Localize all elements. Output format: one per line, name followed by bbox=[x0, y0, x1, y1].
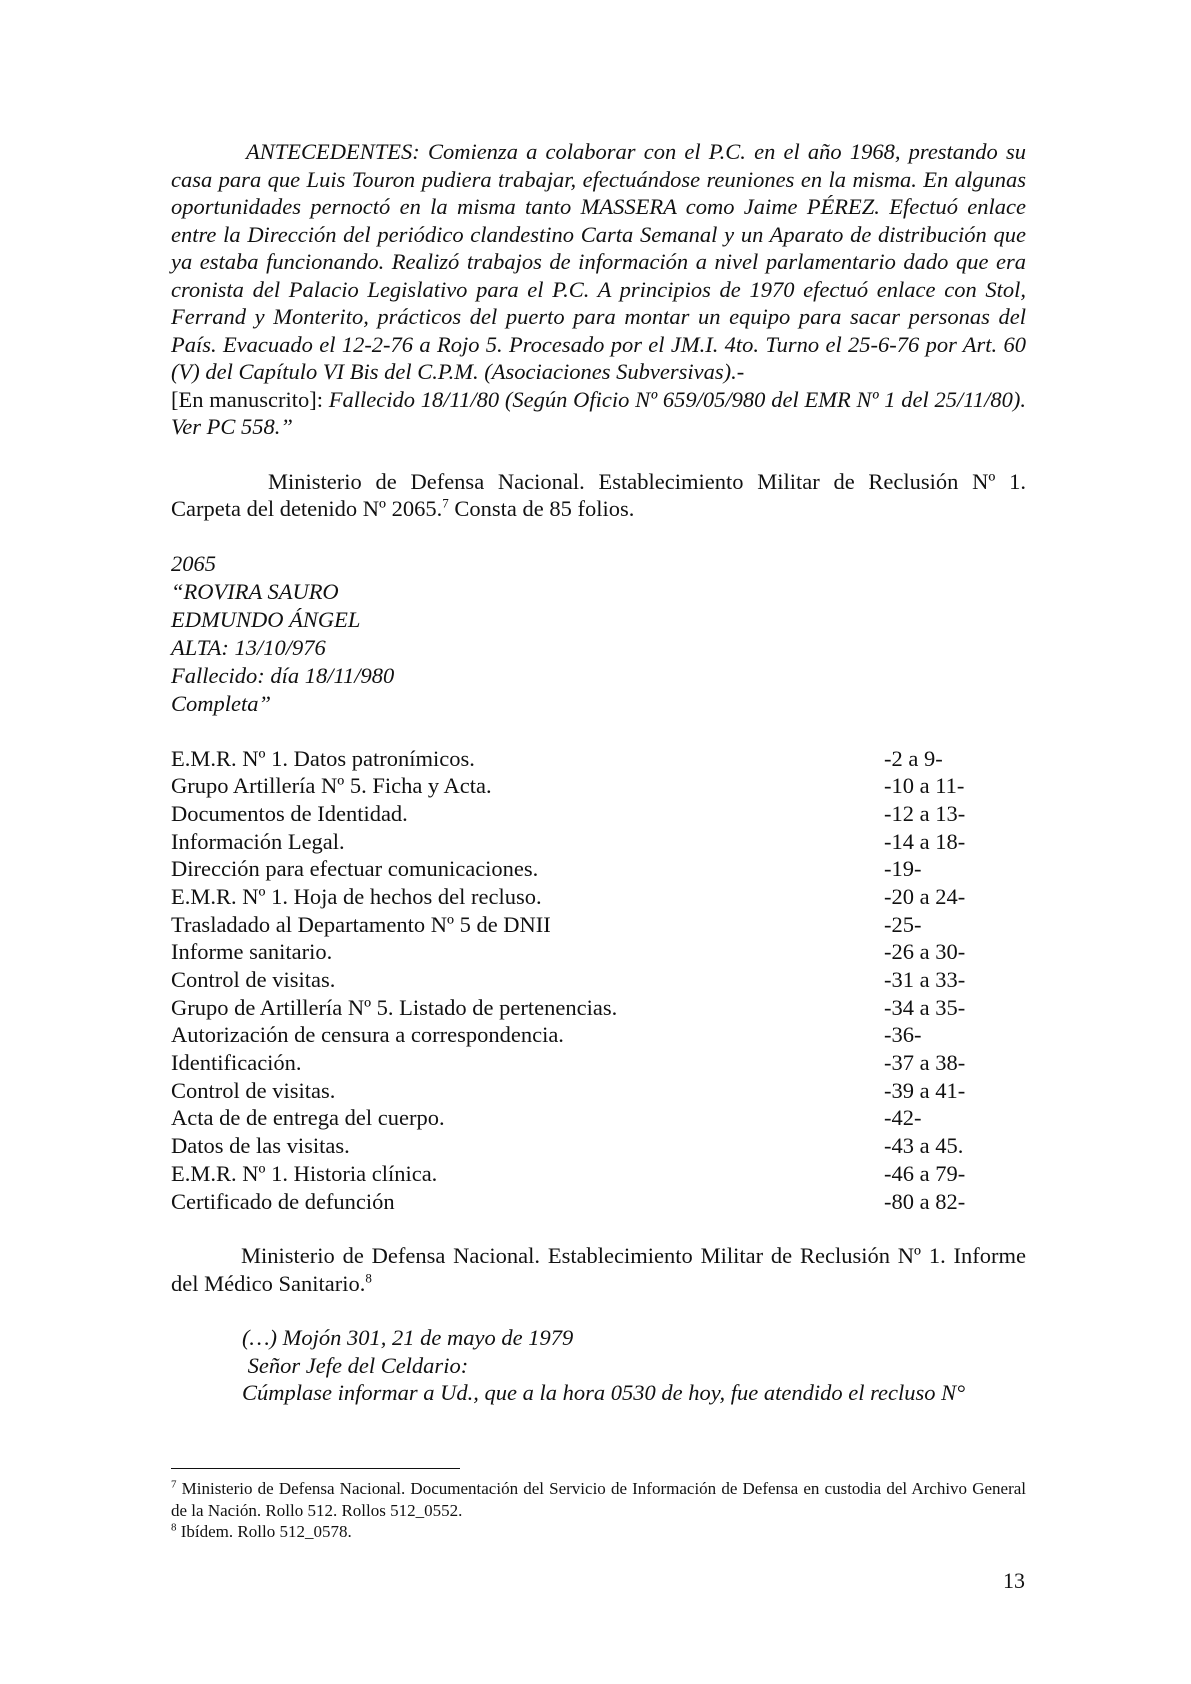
footnote-text: Ibídem. Rollo 512_0578. bbox=[176, 1522, 352, 1541]
page-number: 13 bbox=[1003, 1568, 1025, 1593]
contents-label: Grupo Artillería Nº 5. Ficha y Acta. bbox=[171, 773, 492, 799]
contents-range: -80 a 82- bbox=[884, 1188, 966, 1214]
footnote-separator bbox=[171, 1468, 460, 1469]
list-item bbox=[171, 1049, 1026, 1077]
list-item bbox=[171, 966, 1026, 994]
card-line: EDMUNDO ÁNGEL bbox=[171, 606, 361, 632]
list-item bbox=[171, 1132, 1026, 1160]
page-body bbox=[171, 138, 1026, 1407]
contents-label: Datos de las visitas. bbox=[171, 1133, 350, 1159]
contents-range: -34 a 35- bbox=[884, 994, 966, 1020]
contents-range: -2 a 9- bbox=[884, 745, 943, 771]
footnote-ref-7: 7 bbox=[442, 495, 449, 511]
contents-label: E.M.R. Nº 1. Historia clínica. bbox=[171, 1160, 438, 1186]
quote-line: (…) Mojón 301, 21 de mayo de 1979 bbox=[242, 1325, 574, 1351]
quoted-report bbox=[171, 1324, 1026, 1407]
contents-label: Información Legal. bbox=[171, 828, 345, 854]
list-item bbox=[171, 828, 1026, 856]
informe-text: Ministerio de Defensa Nacional. Establecimiento Militar de Reclusión Nº 1. Informe del Médico Sanitario. bbox=[171, 1243, 1026, 1296]
list-item bbox=[171, 938, 1026, 966]
manuscrito-text: Fallecido 18/11/80 (Según Oficio Nº 659/05/980 del EMR Nº 1 del 25/11/80). Ver PC 558.” bbox=[171, 386, 1026, 439]
card-line: Fallecido: día 18/11/980 bbox=[171, 662, 395, 688]
list-item bbox=[171, 1077, 1026, 1105]
contents-range: -37 a 38- bbox=[884, 1050, 966, 1076]
footnote-7 bbox=[171, 1478, 1026, 1521]
carpeta-text: Ministerio de Defensa Nacional. Establecimiento Militar de Reclusión Nº 1. Carpeta del detenido Nº 2065. bbox=[171, 468, 1026, 521]
contents-label: Control de visitas. bbox=[171, 967, 336, 992]
contents-range: -42- bbox=[884, 1105, 922, 1131]
detainee-card bbox=[171, 550, 1026, 718]
antecedentes-text: ANTECEDENTES: Comienza a colaborar con el P.C. en el año 1968, prestando su casa para que Luis Touron pudiera trabajar, efectuándose reuniones en la misma. En algunas oportunidades pernoctó en la misma tanto MASSERA como Jaime PÉREZ. Efectuó enlace entre la Dirección del periódico clandestino Carta Semanal y un Aparato de distribución que ya estaba funcionando. Realizó trabajos de información a nivel parlamentario dado que era cronista del Palacio Legislativo para el P.C. A principios de 1970 efectuó enlace con Stol, Ferrand y Monterito, prácticos del puerto para montar un equipo para sacar personas del País. Evacuado el 12-2-76 a Rojo 5. Procesado por el JM.I. 4to. Turno el 25-6-76 por Art. 60 (V) del Capítulo VI Bis del C.P.M. (Asociaciones Subversivas).- bbox=[171, 139, 1026, 384]
quote-line: Señor Jefe del Celdario: bbox=[242, 1352, 469, 1378]
contents-range: -26 a 30- bbox=[884, 939, 966, 965]
list-item bbox=[171, 994, 1026, 1022]
contents-label: Autorización de censura a correspondencia. bbox=[171, 1022, 564, 1048]
contents-label: Acta de de entrega del cuerpo. bbox=[171, 1105, 445, 1131]
contents-label: E.M.R. Nº 1. Hoja de hechos del recluso. bbox=[171, 883, 542, 909]
carpeta-paragraph bbox=[171, 468, 1026, 523]
contents-range: -12 a 13- bbox=[884, 800, 966, 826]
contents-range: -43 a 45. bbox=[884, 1133, 964, 1159]
contents-range: -36- bbox=[884, 1022, 922, 1048]
list-item bbox=[171, 1160, 1026, 1188]
contents-label: Informe sanitario. bbox=[171, 939, 333, 965]
contents-label: Certificado de defunción bbox=[171, 1188, 395, 1214]
carpeta-text-after: Consta de 85 folios. bbox=[448, 496, 635, 521]
card-line: 2065 bbox=[171, 550, 216, 576]
card-line: ALTA: 13/10/976 bbox=[171, 634, 326, 660]
contents-range: -10 a 11- bbox=[884, 773, 965, 799]
contents-label: Trasladado al Departamento Nº 5 de DNII bbox=[171, 911, 551, 937]
footnote-number: 8 bbox=[171, 1521, 177, 1534]
list-item bbox=[171, 1021, 1026, 1049]
antecedentes-paragraph bbox=[171, 138, 1026, 441]
contents-label: Dirección para efectuar comunicaciones. bbox=[171, 856, 539, 882]
contents-label: Documentos de Identidad. bbox=[171, 800, 408, 826]
manuscrito-label: [En manuscrito]: bbox=[171, 386, 323, 412]
list-item bbox=[171, 800, 1026, 828]
contents-label: Identificación. bbox=[171, 1050, 302, 1076]
contents-range: -20 a 24- bbox=[884, 883, 966, 909]
list-item bbox=[171, 911, 1026, 939]
list-item bbox=[171, 1188, 1026, 1216]
contents-label: Control de visitas. bbox=[171, 1077, 336, 1103]
contents-label: E.M.R. Nº 1. Datos patronímicos. bbox=[171, 745, 475, 771]
footnote-8 bbox=[171, 1521, 1026, 1543]
list-item bbox=[171, 772, 1026, 800]
list-item bbox=[171, 855, 1026, 883]
quote-line: Cúmplase informar a Ud., que a la hora 0530 de hoy, fue atendido el recluso N° bbox=[242, 1380, 966, 1406]
list-item bbox=[171, 745, 1026, 773]
contents-range: -19- bbox=[884, 856, 922, 882]
contents-range: -31 a 33- bbox=[884, 967, 966, 992]
contents-label: Grupo de Artillería Nº 5. Listado de pertenencias. bbox=[171, 994, 618, 1020]
card-line: Completa” bbox=[171, 690, 272, 716]
list-item bbox=[171, 883, 1026, 911]
contents-range: -25- bbox=[884, 911, 922, 937]
card-line: “ROVIRA SAURO bbox=[171, 578, 339, 604]
contents-range: -39 a 41- bbox=[884, 1077, 966, 1103]
contents-list bbox=[171, 745, 1026, 1216]
informe-paragraph bbox=[171, 1242, 1026, 1297]
footnote-ref-8: 8 bbox=[365, 1270, 372, 1286]
list-item bbox=[171, 1104, 1026, 1132]
footnote-number: 7 bbox=[171, 1478, 177, 1491]
contents-range: -14 a 18- bbox=[884, 828, 966, 854]
footnote-text: Ministerio de Defensa Nacional. Documentación del Servicio de Información de Defensa en custodia del Archivo General de la Nación. Rollo 512. Rollos 512_0552. bbox=[171, 1479, 1026, 1520]
footnotes bbox=[171, 1478, 1026, 1543]
contents-range: -46 a 79- bbox=[884, 1160, 966, 1186]
